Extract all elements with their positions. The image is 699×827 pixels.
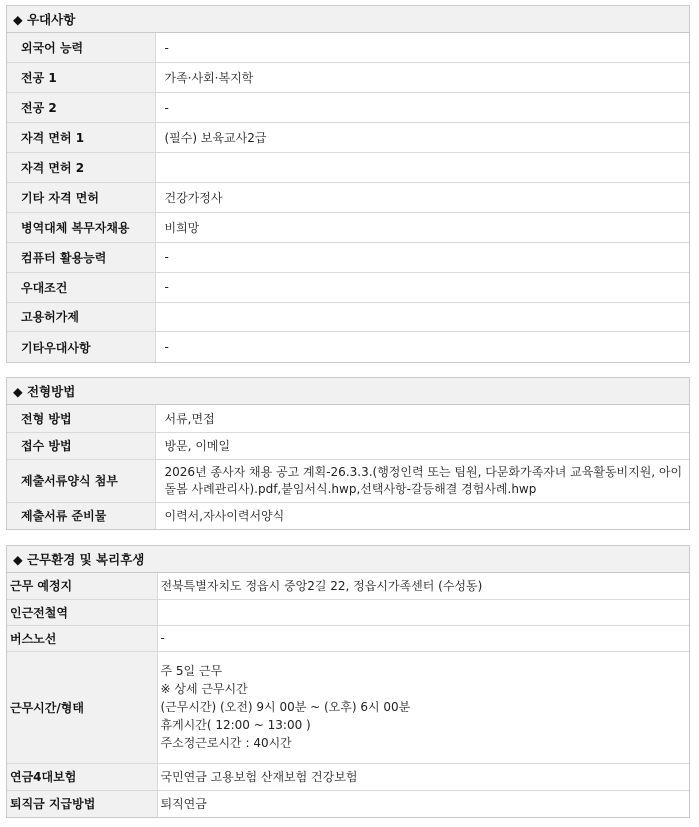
- table-row: [7, 272, 689, 302]
- row-label: 컴퓨터 활용능력: [7, 242, 155, 272]
- table-row: [7, 302, 689, 332]
- row-value: (필수) 보육교사2급: [155, 123, 689, 153]
- table-row: [7, 763, 689, 790]
- row-value: 서류,면접: [164, 411, 215, 426]
- work-hours-line: 주소정근로시간 : 40시간: [160, 736, 292, 750]
- selection-section: [6, 377, 690, 530]
- row-label: 퇴직금 지급방법: [7, 790, 157, 817]
- table-row: [7, 625, 689, 651]
- table-row: [7, 432, 689, 459]
- table-row: [7, 651, 689, 763]
- row-label: 자격 면허 1: [7, 123, 155, 153]
- row-label: 전공 2: [7, 93, 155, 123]
- row-value: 2026년 종사자 채용 공고 계획-26.3.3.(행정인력 또는 팀원, 다문화가족자녀 교육활동비지원, 아이돌봄 사례관리사).pdf,붙임서식.hwp,선택사항-갈등해결 경험사례.hwp: [155, 459, 689, 502]
- row-label: 접수 방법: [7, 432, 155, 459]
- selection-header: ◆ 전형방법: [7, 378, 689, 405]
- row-label: 기타 자격 면허: [7, 182, 155, 212]
- row-label: 버스노선: [7, 625, 157, 651]
- row-label: 병역대체 복무자채용: [7, 212, 155, 242]
- row-value: [155, 302, 689, 332]
- row-value: -: [155, 272, 689, 302]
- welfare-header: ◆ 근무환경 및 복리후생: [7, 546, 689, 573]
- table-row: [7, 242, 689, 272]
- row-value: -: [164, 40, 169, 55]
- row-label: 제출서류 준비물: [7, 502, 155, 529]
- table-row: [7, 123, 689, 153]
- table-row: [7, 790, 689, 817]
- table-row: [7, 332, 689, 362]
- row-value: [155, 153, 689, 183]
- row-value: -: [155, 93, 689, 123]
- row-label: 자격 면허 2: [7, 153, 155, 183]
- welfare-section: [6, 545, 690, 818]
- table-row: [7, 502, 689, 529]
- row-label: 우대조건: [7, 272, 155, 302]
- row-label: 제출서류양식 첨부: [7, 459, 155, 502]
- row-value: -: [155, 332, 689, 362]
- row-label: 인근전철역: [7, 599, 157, 625]
- work-hours-line: 휴게시간( 12:00 ~ 13:00 ): [160, 718, 311, 732]
- work-hours-line: ※ 상세 근무시간: [160, 682, 248, 696]
- row-value: 건강가정사: [155, 182, 689, 212]
- table-row: [7, 573, 689, 599]
- preferential-header: ◆ 우대사항: [7, 6, 689, 33]
- row-value: -: [157, 625, 689, 651]
- table-row: [7, 63, 689, 93]
- selection-table: [7, 405, 689, 529]
- row-label: 고용허가제: [7, 302, 155, 332]
- row-label: 연금4대보험: [7, 763, 157, 790]
- work-hours-line: (근무시간) (오전) 9시 00분 ~ (오후) 6시 00분: [160, 700, 411, 714]
- row-label: 외국어 능력: [7, 33, 155, 63]
- row-value: 국민연금 고용보험 산재보험 건강보험: [157, 763, 689, 790]
- row-label: 전형 방법: [7, 405, 155, 432]
- table-row: [7, 599, 689, 625]
- preferential-table: [7, 33, 689, 362]
- row-label: 근무시간/형태: [7, 651, 157, 763]
- row-label: 전공 1: [7, 63, 155, 93]
- row-value: 비희망: [155, 212, 689, 242]
- table-row: [7, 182, 689, 212]
- table-row: [7, 405, 689, 432]
- row-label: 기타우대사항: [7, 332, 155, 362]
- row-label: 근무 예정지: [7, 573, 157, 599]
- row-value: 방문, 이메일: [155, 432, 689, 459]
- work-hours-line: 주 5일 근무: [160, 664, 223, 678]
- table-row: [7, 212, 689, 242]
- row-value: 전북특별자치도 정읍시 중앙2길 22, 정읍시가족센터 (수성동): [160, 578, 483, 593]
- row-value: 퇴직연금: [157, 790, 689, 817]
- table-row: [7, 459, 689, 502]
- preferential-section: [6, 5, 690, 363]
- row-value: -: [155, 242, 689, 272]
- row-value: [157, 599, 689, 625]
- table-row: [7, 33, 689, 63]
- row-value: 이력서,자사이력서양식: [155, 502, 689, 529]
- work-hours-value: [157, 651, 689, 763]
- row-value: 가족·사회·복지학: [155, 63, 689, 93]
- welfare-table: [7, 573, 689, 817]
- table-row: [7, 153, 689, 183]
- table-row: [7, 93, 689, 123]
